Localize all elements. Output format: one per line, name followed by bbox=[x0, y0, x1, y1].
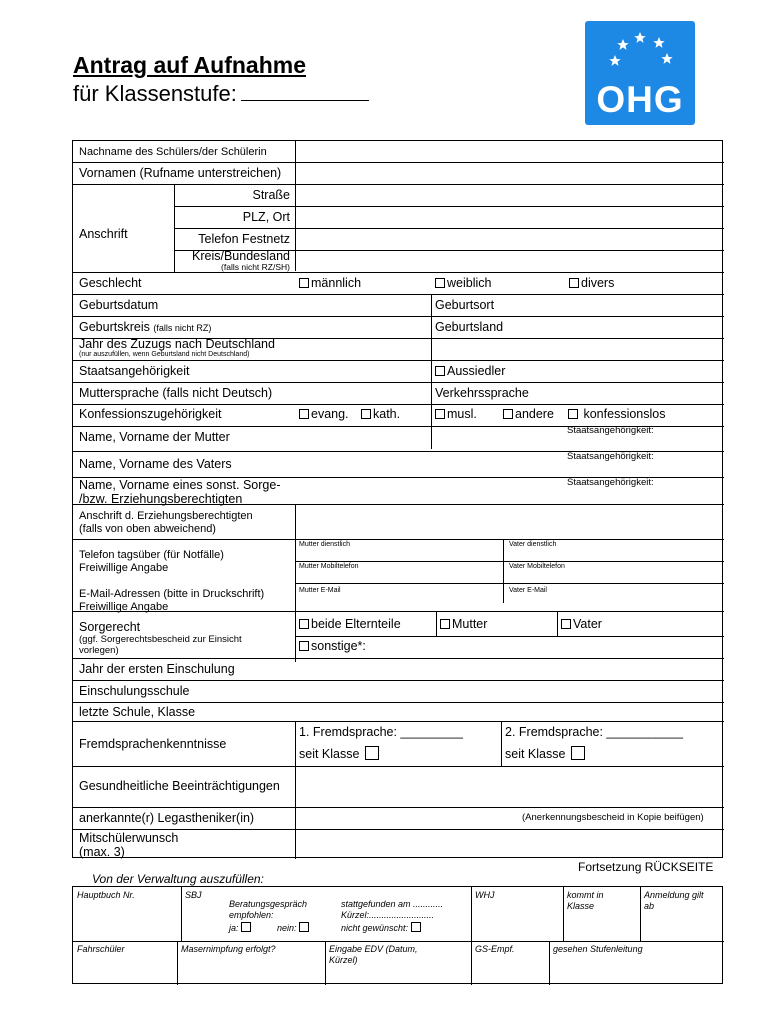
fahrschueler-label: Fahrschüler bbox=[77, 944, 125, 954]
letzte-schule-label: letzte Schule, Klasse bbox=[79, 705, 196, 719]
checkbox-icon[interactable] bbox=[411, 922, 421, 932]
masern-label: Masernimpfung erfolgt? bbox=[181, 944, 276, 954]
fortsetzung-note: Fortsetzung RÜCKSEITE bbox=[578, 860, 714, 874]
checkbox-icon[interactable] bbox=[503, 409, 513, 419]
telefon-festnetz-label: Telefon Festnetz bbox=[198, 232, 290, 246]
name-sonst-label-2: /bzw. Erziehungsberechtigten bbox=[79, 492, 243, 506]
anschrift-erz-label-1: Anschrift d. Erziehungsberechtigten bbox=[79, 510, 253, 522]
seit-klasse-2[interactable]: seit Klasse bbox=[505, 746, 585, 761]
kreis-note: (falls nicht RZ/SH) bbox=[221, 262, 290, 272]
option-divers[interactable]: divers bbox=[569, 276, 614, 290]
stattgefunden-label: stattgefunden am ............ bbox=[341, 899, 444, 909]
geburtsland-label: Geburtsland bbox=[435, 320, 504, 334]
nachname-label: Nachname des Schülers/der Schülerin bbox=[79, 146, 267, 158]
fremdsprachen-label: Fremdsprachenkenntnisse bbox=[79, 737, 227, 751]
name-mutter-label: Name, Vorname der Mutter bbox=[79, 430, 230, 444]
option-konfessionslos[interactable]: konfessionslos bbox=[568, 407, 665, 421]
checkbox-icon[interactable] bbox=[435, 366, 445, 376]
checkbox-icon[interactable] bbox=[568, 409, 578, 419]
subtitle-text: für Klassenstufe: bbox=[73, 81, 237, 106]
page-title: Antrag auf Aufnahme bbox=[73, 52, 306, 78]
geburtskreis-label: Geburtskreis (falls nicht RZ) bbox=[79, 320, 212, 334]
checkbox-icon[interactable] bbox=[561, 619, 571, 629]
edv-label-1: Eingabe EDV (Datum, bbox=[329, 944, 418, 954]
staatsang-vater-label: Staatsangehörigkeit: bbox=[567, 451, 654, 462]
staatsang-sonst-label: Staatsangehörigkeit: bbox=[567, 477, 654, 488]
application-form bbox=[72, 140, 723, 858]
sbj-label: SBJ bbox=[185, 890, 202, 900]
anerkennung-note: (Anerkennungsbescheid in Kopie beifügen) bbox=[522, 812, 704, 823]
sorgerecht-note-2: vorlegen) bbox=[79, 645, 119, 656]
kuerzel-label: Kürzel:.......................... bbox=[341, 910, 435, 920]
checkbox-icon[interactable] bbox=[299, 278, 309, 288]
checkbox-icon[interactable] bbox=[365, 746, 379, 760]
kommt-label-2: Klasse bbox=[567, 901, 595, 911]
klassenstufe-line[interactable] bbox=[241, 82, 369, 101]
checkbox-icon[interactable] bbox=[299, 619, 309, 629]
checkbox-icon[interactable] bbox=[569, 278, 579, 288]
anschrift-label: Anschrift bbox=[79, 227, 128, 241]
hauptbuch-label: Hauptbuch Nr. bbox=[77, 890, 135, 900]
telefon-label-1: Telefon tagsüber (für Notfälle) bbox=[79, 549, 224, 561]
name-vater-label: Name, Vorname des Vaters bbox=[79, 457, 232, 471]
verkehrssprache-label: Verkehrssprache bbox=[435, 386, 529, 400]
stufenleitung-label: gesehen Stufenleitung bbox=[553, 944, 643, 954]
staatsang-mutter-label: Staatsangehörigkeit: bbox=[567, 425, 654, 436]
option-beide[interactable]: beide Elternteile bbox=[299, 617, 401, 631]
gs-empf-label: GS-Empf. bbox=[475, 944, 515, 954]
option-evang[interactable]: evang. bbox=[299, 407, 349, 421]
anmeldung-label-1: Anmeldung gilt bbox=[644, 890, 704, 900]
geburtsdatum-label: Geburtsdatum bbox=[79, 298, 159, 312]
anmeldung-label-2: ab bbox=[644, 901, 655, 911]
checkbox-icon[interactable] bbox=[299, 409, 309, 419]
vater-mobil-label: Vater Mobiltelefon bbox=[509, 563, 565, 570]
checkbox-icon[interactable] bbox=[361, 409, 371, 419]
einschulungsschule-label: Einschulungsschule bbox=[79, 684, 190, 698]
checkbox-icon[interactable] bbox=[435, 409, 445, 419]
nicht-gewuenscht[interactable]: nicht gewünscht: bbox=[341, 922, 423, 934]
option-musl[interactable]: musl. bbox=[435, 407, 477, 421]
page-subtitle bbox=[73, 81, 369, 107]
whj-label: WHJ bbox=[475, 890, 495, 900]
zuzug-label: Jahr des Zuzugs nach Deutschland bbox=[79, 337, 275, 351]
checkbox-icon[interactable] bbox=[299, 922, 309, 932]
name-sonst-label-1: Name, Vorname eines sonst. Sorge- bbox=[79, 478, 281, 492]
einschulung-jahr-label: Jahr der ersten Einschulung bbox=[79, 662, 235, 676]
mitschueler-label-1: Mitschülerwunsch bbox=[79, 831, 179, 845]
mutter-email-label: Mutter E-Mail bbox=[299, 587, 341, 594]
option-vater[interactable]: Vater bbox=[561, 617, 602, 631]
konfession-label: Konfessionszugehörigkeit bbox=[79, 407, 222, 421]
option-andere[interactable]: andere bbox=[503, 407, 554, 421]
geburtsort-label: Geburtsort bbox=[435, 298, 495, 312]
beratung-label-1: Beratungsgespräch bbox=[229, 899, 308, 909]
option-maennlich[interactable]: männlich bbox=[299, 276, 361, 290]
legastheniker-label: anerkannte(r) Legastheniker(in) bbox=[79, 811, 255, 825]
checkbox-icon[interactable] bbox=[571, 746, 585, 760]
fremdsprache-2[interactable]: 2. Fremdsprache: ___________ bbox=[505, 725, 683, 739]
option-weiblich[interactable]: weiblich bbox=[435, 276, 491, 290]
logo-text: OHG bbox=[596, 79, 684, 120]
plz-ort-label: PLZ, Ort bbox=[242, 210, 290, 224]
vornamen-label: Vornamen (Rufname unterstreichen) bbox=[79, 166, 282, 180]
checkbox-icon[interactable] bbox=[440, 619, 450, 629]
beratung-label-2: empfohlen: bbox=[229, 910, 274, 920]
vater-dienstlich-label: Vater dienstlich bbox=[509, 541, 557, 548]
email-label-2: Freiwillige Angabe bbox=[79, 601, 169, 613]
checkbox-icon[interactable] bbox=[299, 641, 309, 651]
telefon-label-2: Freiwillige Angabe bbox=[79, 562, 169, 574]
seit-klasse-1[interactable]: seit Klasse bbox=[299, 746, 379, 761]
checkbox-icon[interactable] bbox=[241, 922, 251, 932]
beratung-ja[interactable]: ja: bbox=[229, 922, 253, 934]
email-label-1: E-Mail-Adressen (bitte in Druckschrift) bbox=[79, 588, 265, 600]
beratung-nein[interactable]: nein: bbox=[277, 922, 311, 934]
staatsangehoerigkeit-label: Staatsangehörigkeit bbox=[79, 364, 190, 378]
vater-email-label: Vater E-Mail bbox=[509, 587, 547, 594]
mutter-mobil-label: Mutter Mobiltelefon bbox=[299, 563, 359, 570]
kreis-label: Kreis/Bundesland bbox=[192, 249, 290, 263]
school-logo bbox=[585, 21, 695, 125]
gesundheit-label: Gesundheitliche Beeinträchtigungen bbox=[79, 779, 280, 793]
mutter-dienstlich-label: Mutter dienstlich bbox=[299, 541, 350, 548]
zuzug-note: (nur auszufüllen, wenn Geburtsland nicht Deutschland) bbox=[79, 351, 250, 358]
sorgerecht-label: Sorgerecht bbox=[79, 620, 141, 634]
sorgerecht-note-1: (ggf. Sorgerechtsbescheid zur Einsicht bbox=[79, 634, 242, 645]
strasse-label: Straße bbox=[252, 188, 290, 202]
admin-heading: Von der Verwaltung auszufüllen: bbox=[92, 872, 264, 886]
fremdsprache-1[interactable]: 1. Fremdsprache: _________ bbox=[299, 725, 463, 739]
stars-icon bbox=[585, 21, 695, 81]
edv-label-2: Kürzel) bbox=[329, 955, 358, 965]
admin-table bbox=[72, 886, 723, 984]
anschrift-erz-label-2: (falls von oben abweichend) bbox=[79, 523, 216, 535]
option-sonstige[interactable]: sonstige*: bbox=[299, 639, 366, 653]
mitschueler-label-2: (max. 3) bbox=[79, 845, 125, 859]
muttersprache-label: Muttersprache (falls nicht Deutsch) bbox=[79, 386, 273, 400]
option-kath[interactable]: kath. bbox=[361, 407, 400, 421]
option-aussiedler[interactable]: Aussiedler bbox=[435, 364, 505, 378]
kommt-label-1: kommt in bbox=[567, 890, 604, 900]
option-mutter[interactable]: Mutter bbox=[440, 617, 487, 631]
geschlecht-label: Geschlecht bbox=[79, 276, 142, 290]
checkbox-icon[interactable] bbox=[435, 278, 445, 288]
